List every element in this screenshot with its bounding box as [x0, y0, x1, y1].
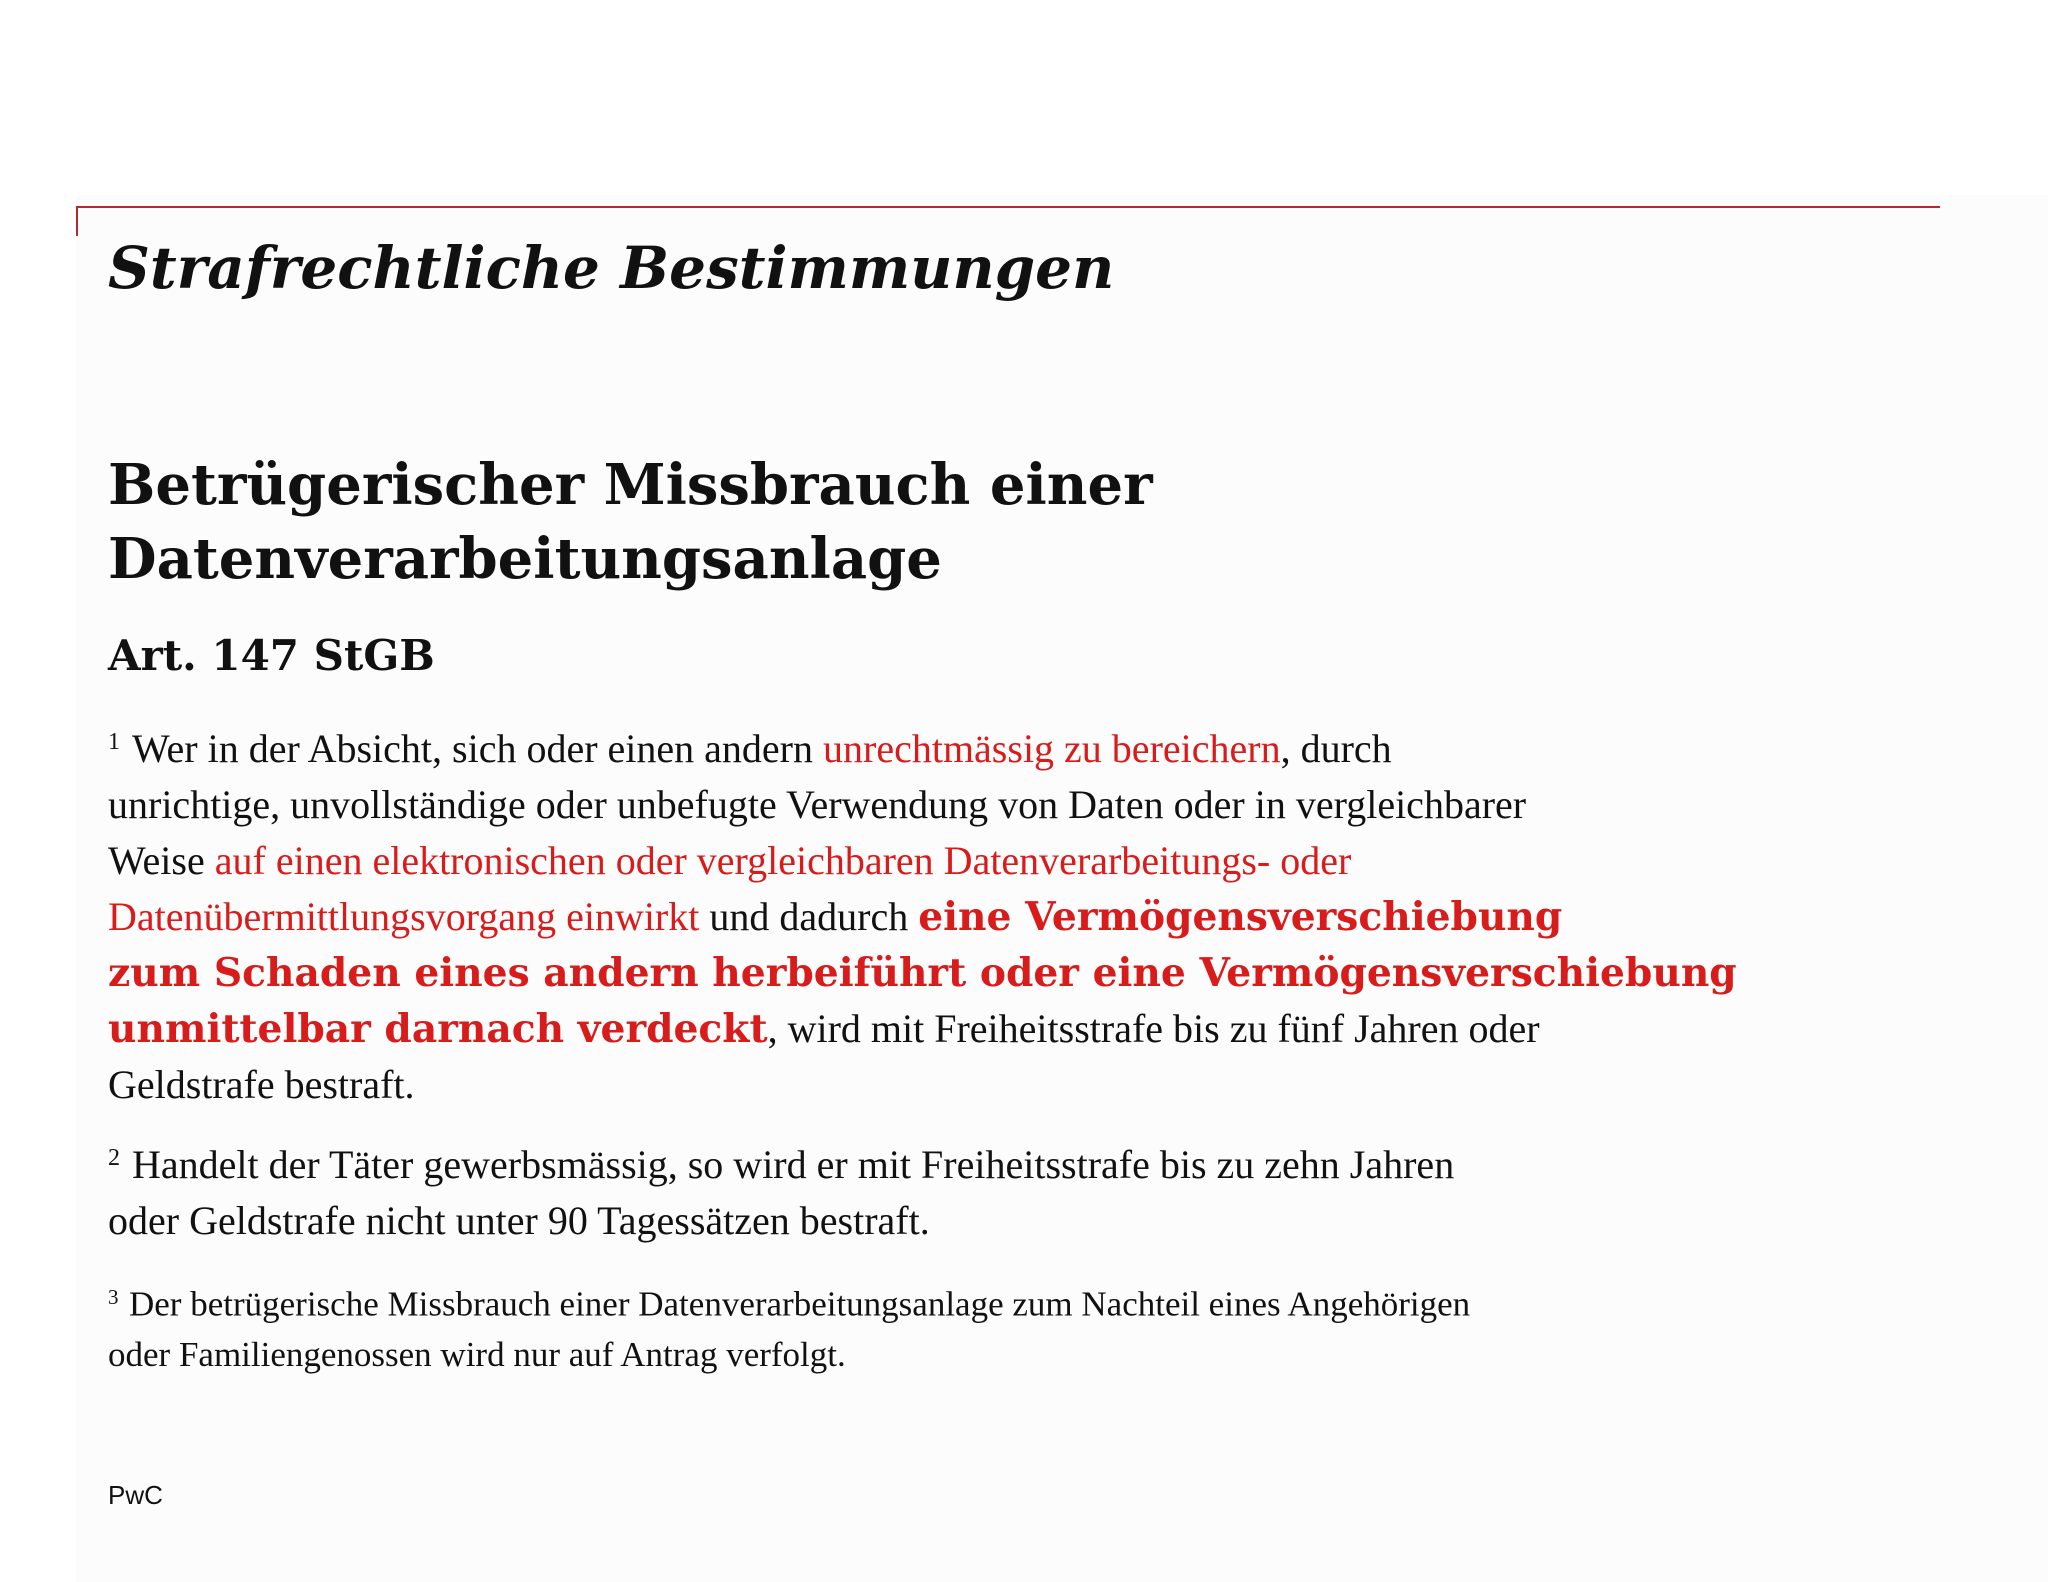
emphasized-text: unmittelbar darnach verdeckt — [108, 1006, 768, 1053]
footer-brand: PwC — [108, 1480, 163, 1510]
paragraph-1-line — [108, 945, 1940, 1001]
paragraph-number: 1 — [108, 729, 120, 755]
emphasized-text: eine Vermögensverschiebung — [918, 894, 1563, 941]
paragraph-1-line: unrichtige, unvollständige oder unbefugte Verwendung von Daten oder in vergleichbarer — [108, 782, 1527, 828]
paragraph-3-line: oder Familiengenossen wird nur auf Antrag verfolgt. — [108, 1334, 846, 1374]
title-rule-tick — [76, 206, 78, 236]
article-reference: Art. 147 StGB — [108, 631, 435, 680]
text-run: Handelt der Täter gewerbsmässig, so wird er mit Freiheitsstrafe bis zu zehn Jahren — [132, 1142, 1455, 1188]
paragraph-2-line — [108, 1130, 1940, 1193]
paragraph-1-line — [108, 714, 1940, 777]
section-title: Strafrechtliche Bestimmungen — [108, 234, 1115, 302]
text-run: und dadurch — [699, 894, 919, 940]
paragraph-1-line — [108, 889, 1940, 945]
highlighted-text: Datenübermittlungsvorgang einwirkt — [108, 894, 700, 940]
paragraph-3-line — [108, 1272, 1940, 1330]
paragraph-number: 2 — [108, 1145, 120, 1171]
paragraph-1 — [108, 714, 1940, 1113]
highlighted-text: auf einen elektronischen oder vergleichbaren Datenverarbeitungs- oder — [214, 838, 1352, 884]
paragraph-1-line: Geldstrafe bestraft. — [108, 1062, 415, 1108]
text-run: , durch — [1280, 726, 1392, 772]
title-rule — [76, 206, 1940, 208]
text-run: Der betrügerische Missbrauch einer Datenverarbeitungsanlage zum Nachteil eines Angehörigen — [129, 1284, 1471, 1324]
paragraph-2-line: oder Geldstrafe nicht unter 90 Tagessätzen bestraft. — [108, 1198, 930, 1244]
text-run: Wer in der Absicht, sich oder einen andern — [132, 726, 823, 772]
emphasized-text: zum Schaden eines andern herbeiführt oder eine Vermögensverschiebung — [108, 950, 1737, 997]
heading-line-1: Betrügerischer Missbrauch einer — [108, 452, 1153, 518]
paragraph-1-line — [108, 833, 1940, 889]
paragraph-1-line — [108, 1001, 1940, 1057]
text-run: Weise — [108, 838, 215, 884]
heading-line-2: Datenverarbeitungsanlage — [108, 526, 942, 592]
paragraph-number: 3 — [108, 1285, 119, 1309]
highlighted-text: unrechtmässig zu bereichern — [823, 726, 1281, 772]
text-run: , wird mit Freiheitsstrafe bis zu fünf Jahren oder — [767, 1006, 1540, 1052]
paragraph-3 — [108, 1272, 1940, 1380]
slide-heading — [108, 448, 1808, 596]
paragraph-2 — [108, 1130, 1940, 1249]
